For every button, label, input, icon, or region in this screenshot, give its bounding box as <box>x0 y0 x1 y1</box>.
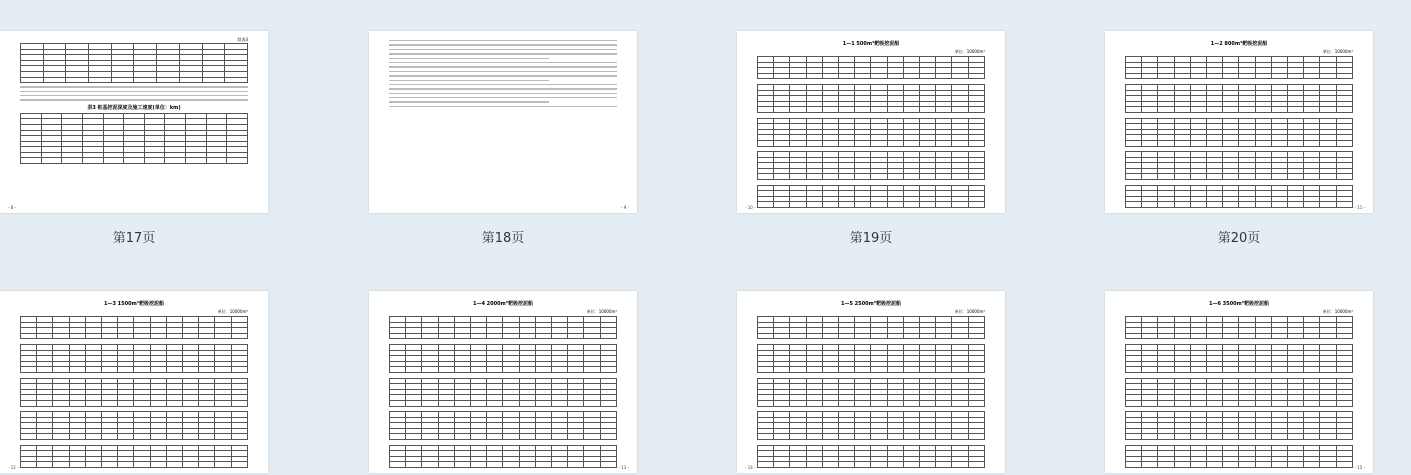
page-number: - 14 - <box>745 465 756 470</box>
page-thumbnail[interactable] <box>737 291 1005 473</box>
data-table <box>20 316 248 468</box>
page-preview <box>369 291 637 473</box>
table-unit: 单位：10000m³ <box>586 309 617 314</box>
page-preview <box>0 31 268 213</box>
page-thumbnail[interactable] <box>0 291 268 473</box>
page-number: - 11 - <box>1354 205 1365 210</box>
table-unit: 单位：10000m³ <box>954 309 985 314</box>
page-thumbnail[interactable] <box>737 31 1005 213</box>
page-title: 1—6 3500m³耙吸挖泥船 <box>1208 301 1269 307</box>
page-title: 1—4 2000m³耙吸挖泥船 <box>472 301 533 307</box>
page-number: - 15 - <box>1354 465 1365 470</box>
data-table <box>757 316 985 468</box>
page-header: 续表3 <box>237 37 248 42</box>
table-unit: 单位：10000m³ <box>217 309 248 314</box>
table-unit: 单位：10000m³ <box>954 49 985 54</box>
text-lines <box>389 40 617 107</box>
page-caption: 第20页 <box>1217 231 1261 246</box>
page-thumbnail[interactable] <box>1105 291 1373 473</box>
page-thumbnail[interactable] <box>369 291 637 473</box>
page-title: 1—3 1500m³耙吸挖泥船 <box>103 301 164 307</box>
page-preview <box>1105 291 1373 473</box>
page-preview <box>1105 31 1373 213</box>
page-number: - 13 - <box>618 465 629 470</box>
page-preview <box>0 291 268 473</box>
page-caption: 第17页 <box>112 231 156 246</box>
page-title: 1—5 2500m³耙吸挖泥船 <box>840 301 901 307</box>
page-title: 1—2 800m³耙吸挖泥船 <box>1210 41 1268 47</box>
page-thumbnail[interactable] <box>0 31 268 213</box>
page-caption: 第18页 <box>481 231 525 246</box>
table-unit: 单位：10000m³ <box>1322 49 1353 54</box>
data-table <box>1125 316 1353 468</box>
page-thumbnail[interactable] <box>369 31 637 213</box>
page-number: - 9 - <box>621 205 629 210</box>
data-table <box>389 316 617 468</box>
table-unit: 单位：10000m³ <box>1322 309 1353 314</box>
data-table <box>20 43 248 83</box>
page-caption: 第19页 <box>849 231 893 246</box>
table-title: 表3 桩基挖泥深度及施工速度(单位：km) <box>87 104 181 111</box>
page-thumbnail[interactable] <box>1105 31 1373 213</box>
text-lines <box>20 86 248 101</box>
page-preview <box>737 291 1005 473</box>
page-number: - 10 - <box>745 205 756 210</box>
data-table <box>757 56 985 208</box>
page-number: - 12 - <box>8 465 19 470</box>
data-table <box>1125 56 1353 208</box>
page-preview <box>737 31 1005 213</box>
page-preview <box>369 31 637 213</box>
page-title: 1—1 500m³耙吸挖泥船 <box>842 41 900 47</box>
data-table <box>20 113 248 164</box>
page-number: - 8 - <box>8 205 16 210</box>
